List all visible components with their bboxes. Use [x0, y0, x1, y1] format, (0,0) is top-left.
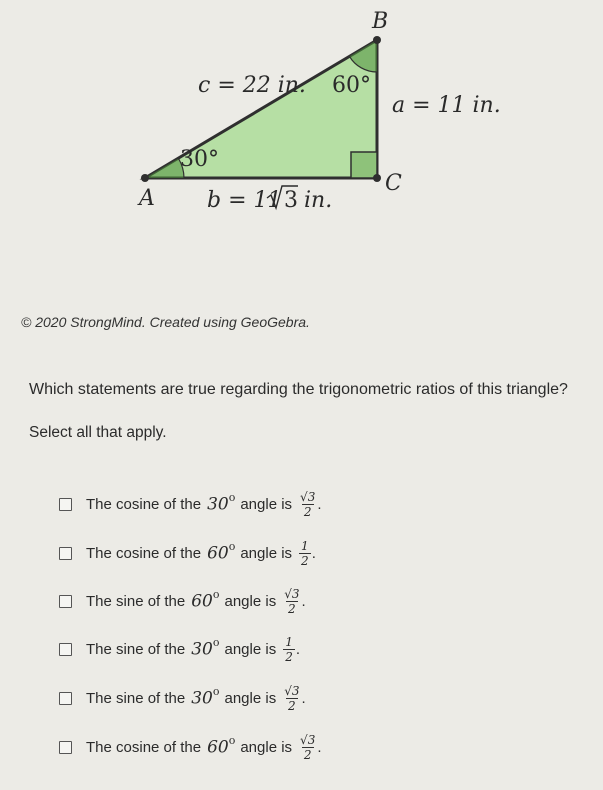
option-angle	[191, 687, 219, 709]
option-after: .	[317, 495, 322, 513]
degree-symbol: o	[228, 491, 236, 505]
fraction-numerator: √3	[284, 683, 300, 698]
fraction-numerator: 1	[285, 634, 293, 649]
vertex-a-dot	[141, 174, 149, 182]
vertex-c-label: C	[385, 171, 402, 196]
option-after: .	[311, 544, 316, 562]
checkbox[interactable]	[59, 643, 72, 656]
option-after: .	[301, 689, 306, 707]
answer-option[interactable]	[59, 678, 559, 718]
option-middle: angle is	[240, 495, 293, 513]
option-angle-value: 60	[207, 543, 229, 564]
vertex-c-dot	[373, 174, 381, 182]
option-angle	[191, 638, 219, 660]
option-before: The sine of the	[86, 592, 186, 610]
degree-symbol: o	[228, 540, 236, 554]
side-b-label	[207, 186, 332, 213]
answer-option[interactable]	[59, 629, 559, 669]
option-middle: angle is	[224, 689, 277, 707]
option-angle	[207, 493, 235, 515]
option-middle: angle is	[224, 592, 277, 610]
fraction-denominator: 2	[288, 601, 296, 616]
checkbox[interactable]	[59, 498, 72, 511]
option-fraction	[299, 540, 311, 567]
degree-symbol: o	[212, 588, 220, 602]
option-angle-value: 60	[207, 737, 229, 758]
degree-symbol: o	[212, 685, 220, 699]
option-after: .	[301, 592, 306, 610]
option-before: The cosine of the	[86, 495, 202, 513]
side-a-label: a = 11 in.	[392, 93, 501, 118]
answer-option[interactable]	[59, 581, 559, 621]
copyright-note: © 2020 StrongMind. Created using GeoGebra.	[21, 314, 310, 330]
option-angle-value: 30	[207, 494, 229, 515]
fraction-denominator: 2	[303, 504, 312, 519]
degree-symbol: o	[228, 734, 236, 748]
answer-option[interactable]	[59, 727, 559, 767]
fraction-denominator: 2	[303, 747, 312, 762]
angle-a-label: 30°	[180, 147, 219, 172]
question-text: Which statements are true regarding the trigonometric ratios of this triangle?	[29, 381, 568, 398]
fraction-denominator: 2	[288, 698, 296, 713]
fraction-numerator: √3	[300, 489, 316, 504]
option-fraction	[283, 636, 295, 663]
option-before: The sine of the	[86, 689, 186, 707]
fraction-numerator: 1	[301, 538, 309, 553]
side-b-radicand: 3	[284, 188, 298, 213]
option-angle-value: 60	[191, 591, 213, 612]
option-fraction	[299, 491, 316, 518]
option-angle-value: 30	[191, 639, 213, 660]
option-middle: angle is	[224, 640, 277, 658]
vertex-a-label: A	[139, 186, 155, 211]
fraction-numerator: √3	[300, 732, 316, 747]
vertex-b-dot	[373, 36, 381, 44]
checkbox[interactable]	[59, 547, 72, 560]
fraction-denominator: 2	[285, 649, 293, 664]
angle-b-label: 60°	[332, 73, 371, 98]
side-b-unit: in.	[304, 188, 333, 213]
option-middle: angle is	[240, 738, 293, 756]
option-angle	[191, 590, 219, 612]
right-angle-marker	[351, 152, 377, 178]
checkbox[interactable]	[59, 595, 72, 608]
instruction-text: Select all that apply.	[29, 424, 167, 441]
option-fraction	[283, 685, 300, 712]
option-fraction	[299, 734, 316, 761]
checkbox[interactable]	[59, 692, 72, 705]
option-middle: angle is	[240, 544, 293, 562]
option-before: The sine of the	[86, 640, 186, 658]
degree-symbol: o	[212, 636, 220, 650]
option-before: The cosine of the	[86, 544, 202, 562]
option-angle-value: 30	[191, 688, 213, 709]
option-angle	[207, 736, 235, 758]
angle-a-marker	[145, 159, 184, 179]
answer-option[interactable]	[59, 533, 559, 573]
option-after: .	[317, 738, 322, 756]
option-fraction	[283, 588, 300, 615]
triangle-figure	[0, 0, 603, 300]
option-angle	[207, 542, 235, 564]
side-c-label: c = 22 in.	[198, 73, 306, 98]
fraction-denominator: 2	[301, 553, 309, 568]
option-after: .	[295, 640, 301, 658]
fraction-numerator: √3	[284, 586, 300, 601]
checkbox[interactable]	[59, 741, 72, 754]
option-before: The cosine of the	[86, 738, 202, 756]
side-b-prefix: b = 11	[207, 188, 282, 213]
answer-option[interactable]	[59, 484, 559, 524]
vertex-b-label: B	[372, 9, 389, 34]
triangle-diagram	[0, 0, 603, 300]
